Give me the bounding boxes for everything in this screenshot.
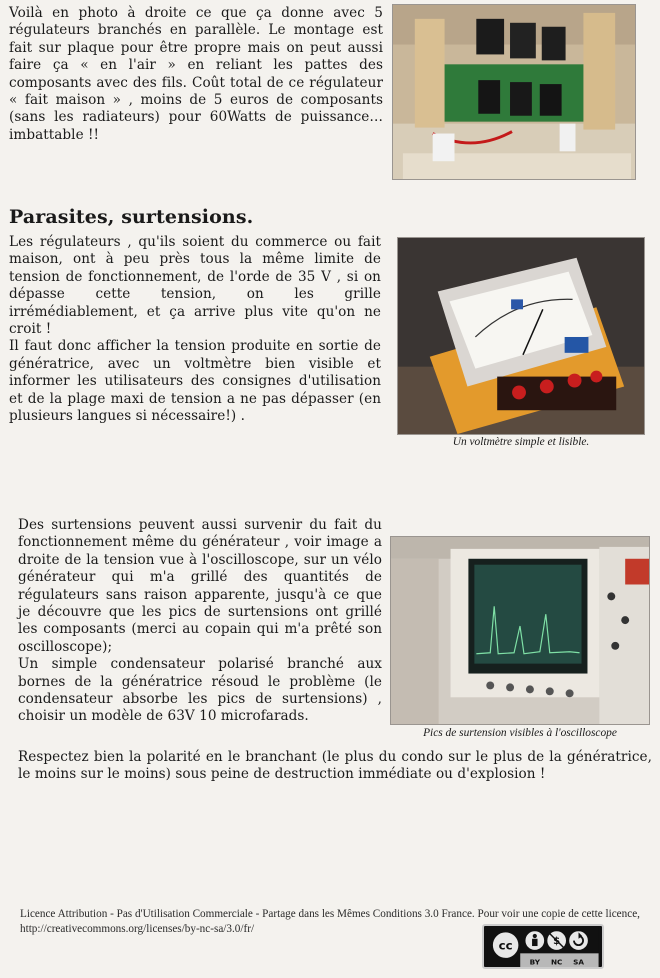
regulator-limits-paragraph (9, 234, 381, 425)
sa-icon (569, 931, 589, 951)
paragraph-5: Respectez bien la polarité en le branchant (le plus du condo sur le plus de la génératrice, le moins sur le moins) sous peine de destruction immédiate ou d'explosion ! (18, 749, 652, 783)
badge-label-by: BY (529, 957, 541, 967)
oscilloscope-photo (390, 536, 650, 725)
badge-label-nc: NC (550, 957, 563, 967)
paragraph-2: Il faut donc afficher la tension produite en sortie de génératrice, avec un voltmètre bien visible et informer les utilisateurs des consignes d'utilisation et de la plage maxi de tension a ne pas dépasser (en plusieurs langues si nécessaire!) . (9, 338, 381, 425)
paragraph-3: Des surtensions peuvent aussi survenir du fait du fonctionnement même du générateur , voir image a droite de la tension vue à l'oscilloscope, sur un vélo générateur qui m'a grillé des quantités de régulateurs sans raison apparente, jusqu'à ce que je découvre que les pics de surtensions ont grillé les composants (merci au copain qui m'a prêté son oscilloscope); (18, 517, 382, 655)
intro-text: Voilà en photo à droite ce que ça donne avec 5 régulateurs branchés en parallèle. Le montage est fait sur plaque pour être propre mais on peut aussi faire ça « en l'air » en reliant les pattes des composants avec des fils. Coût total de ce régulateur « fait maison » , moins de 5 euros de composants (sans les radiateurs) pour 60Watts de puissance… imbattable !! (9, 5, 383, 143)
oscilloscope-caption: Pics de surtension visibles à l'oscilloscope (423, 727, 617, 739)
paragraph-4: Un simple condensateur polarisé branché aux bornes de la génératrice résoud le problème (le condensateur absorbe les pics de surtensions) , choisir un modèle de 63V 10 microfarads. (18, 656, 382, 725)
paragraph-1: Les régulateurs , qu'ils soient du commerce ou fait maison, ont à peu près tous la même limite de tension de fonctionnement, de l'orde de 35 V , si on dépasse cette tension, on les grille irrémédiablement, et ça arrive plus vite qu'on ne croit ! (9, 234, 381, 338)
intro-paragraph (9, 5, 383, 144)
regulator-board-photo (392, 4, 636, 180)
license-notice: Licence Attribution - Pas d'Utilisation Commerciale - Partage dans les Mêmes Conditions 3.0 France. Pour voir une copie de cette licence, http://creativecommons.org/licenses/by-nc-sa/3.0/fr/ (20, 908, 640, 935)
svg-text:$: $ (553, 936, 561, 948)
oscilloscope-paragraph (18, 517, 382, 726)
section-heading: Parasites, surtensions. (9, 206, 254, 228)
cc-by-nc-sa-badge (482, 924, 604, 969)
badge-label-sa: SA (573, 957, 584, 967)
voltmeter-caption: Un voltmètre simple et lisible. (452, 436, 590, 448)
voltmeter-photo (397, 237, 645, 435)
polarity-warning-paragraph (18, 749, 652, 784)
svg-text:cc: cc (498, 938, 513, 953)
